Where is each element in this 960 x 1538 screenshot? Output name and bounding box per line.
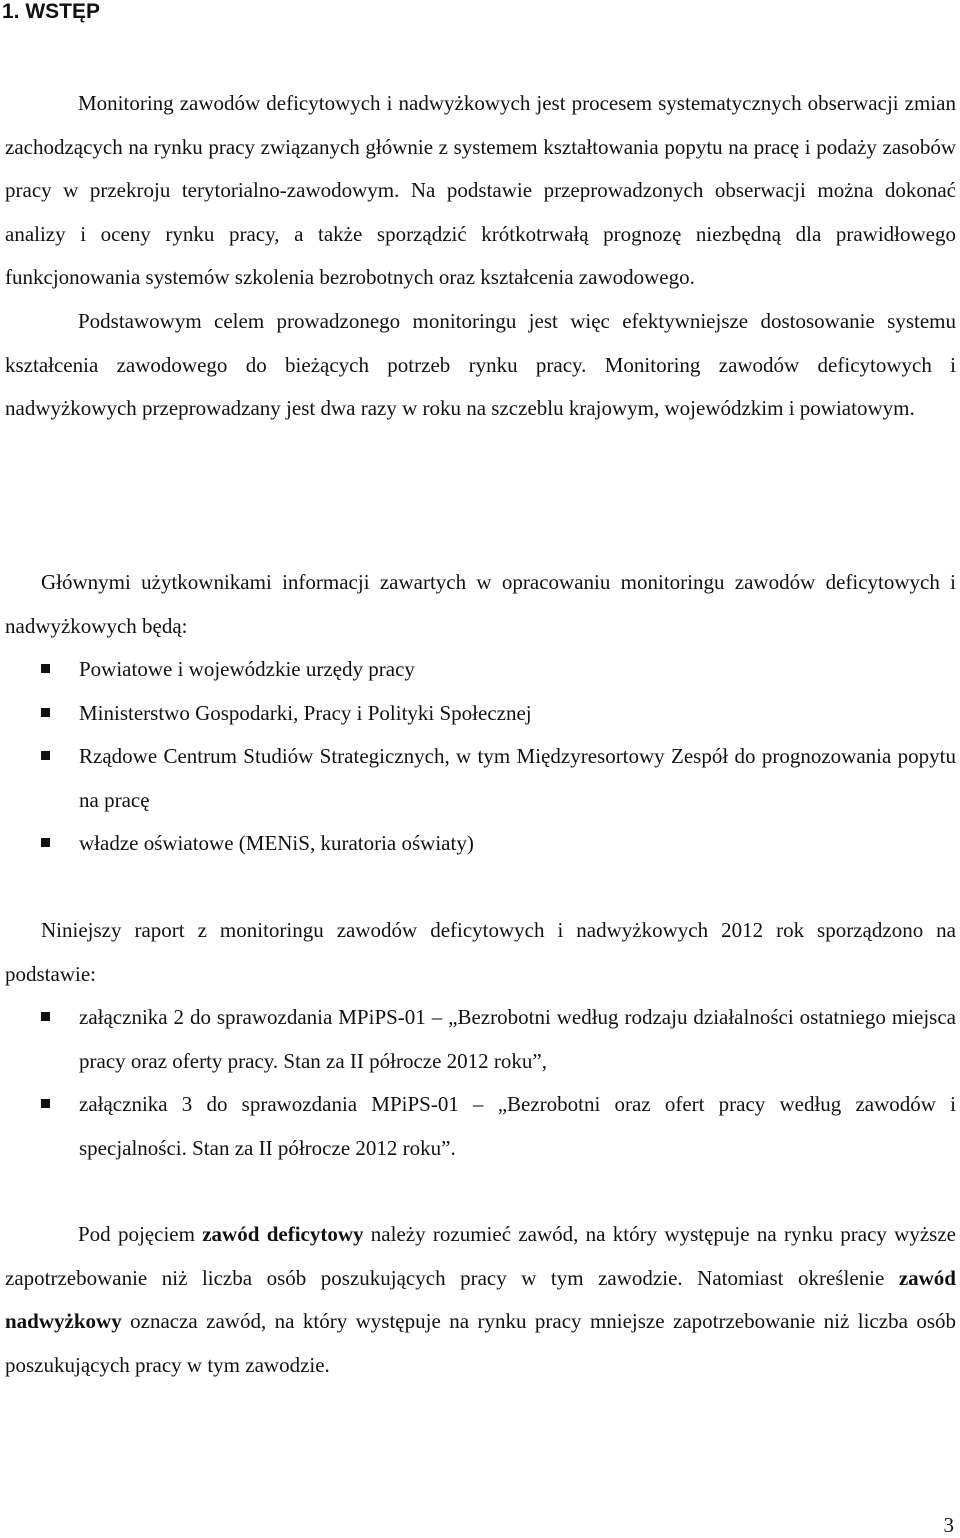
square-bullet-icon	[41, 1012, 50, 1021]
sources-lead-paragraph	[5, 909, 956, 996]
def2-before-text: Natomiast określenie	[682, 1265, 899, 1290]
square-bullet-icon	[41, 708, 50, 717]
intro-text-part1: Monitoring zawodów deficytowych i nadwyżkowych jest procesem systematycznych obserwacji zmian zachodzących na rynku pracy związanych głównie z systemem kształtowania popytu na pracę i podaży zasobów pracy w przekroju terytorialno-zawodowym. Na podstawie przeprowadzonych obserwacji można dokonać analizy i oceny rynku pracy, a także sporządzić krótkotrwałą prognozę niezbędną dla prawidłowego funkcjonowania systemów szkolenia bezrobotnych oraz kształcenia zawodowego.	[5, 91, 956, 290]
list-item	[5, 648, 956, 692]
list-item	[5, 996, 956, 1083]
term-zawod-deficytowy: zawód deficytowy	[202, 1222, 364, 1246]
list-item	[5, 1083, 956, 1170]
users-lead-text: Głównymi użytkownikami informacji zawartych w opracowaniu monitoringu zawodów deficytowych i nadwyżkowych będą:	[5, 570, 956, 638]
list-item-text: władze oświatowe (MENiS, kuratoria oświaty)	[79, 831, 474, 856]
users-list	[5, 648, 956, 866]
term-zawod-nadwyzkowy: zawód nadwyżkowy	[5, 1265, 956, 1334]
users-lead-paragraph	[5, 561, 956, 648]
square-bullet-icon	[41, 838, 50, 847]
list-item-text: Rządowe Centrum Studiów Strategicznych, w tym Międzyresortowy Zespół do prognozowania popytu na pracę	[79, 744, 956, 812]
intro-paragraph	[5, 82, 956, 431]
def1-after-text: należy rozumieć zawód, na który występuje na rynku pracy wyższe zapotrzebowanie niż liczba osób poszukujących pracy w tym zawodzie.	[5, 1222, 956, 1290]
list-item	[5, 822, 956, 866]
square-bullet-icon	[41, 751, 50, 760]
definitions-paragraph	[5, 1213, 956, 1387]
square-bullet-icon	[41, 1099, 50, 1108]
list-item-text: załącznika 2 do sprawozdania MPiPS-01 – „Bezrobotni według rodzaju działalności ostatniego miejsca pracy oraz oferty pracy. Stan za II półrocze 2012 roku”,	[79, 1005, 956, 1073]
def1-before-text: Pod pojęciem	[78, 1222, 203, 1246]
sources-list	[5, 996, 956, 1170]
sources-lead-text: Niniejszy raport z monitoringu zawodów deficytowych i nadwyżkowych 2012 rok sporządzono na podstawie:	[5, 918, 956, 986]
intro-text-part2: Podstawowym celem prowadzonego monitoringu jest więc efektywniejsze dostosowanie systemu kształcenia zawodowego do bieżących potrzeb rynku pracy. Monitoring zawodów deficytowych i nadwyżkowych przeprowadzany jest dwa razy w roku na szczeblu krajowym, wojewódzkim i powiatowym.	[5, 308, 956, 421]
section-heading: 1. WSTĘP	[2, 0, 101, 23]
square-bullet-icon	[41, 664, 50, 673]
list-item	[5, 735, 956, 822]
list-item-text: Powiatowe i wojewódzkie urzędy pracy	[79, 657, 415, 681]
def2-after-text: oznacza zawód, na który występuje na rynku pracy mniejsze zapotrzebowanie niż liczba osób poszukujących pracy w tym zawodzie.	[5, 1309, 956, 1377]
list-item	[5, 692, 956, 736]
list-item-text: Ministerstwo Gospodarki, Pracy i Polityki Społecznej	[79, 700, 532, 725]
list-item-text: załącznika 3 do sprawozdania MPiPS-01 – „Bezrobotni oraz ofert pracy według zawodów i specjalności. Stan za II półrocze 2012 roku”.	[79, 1092, 956, 1160]
page-number: 3	[943, 1513, 954, 1537]
